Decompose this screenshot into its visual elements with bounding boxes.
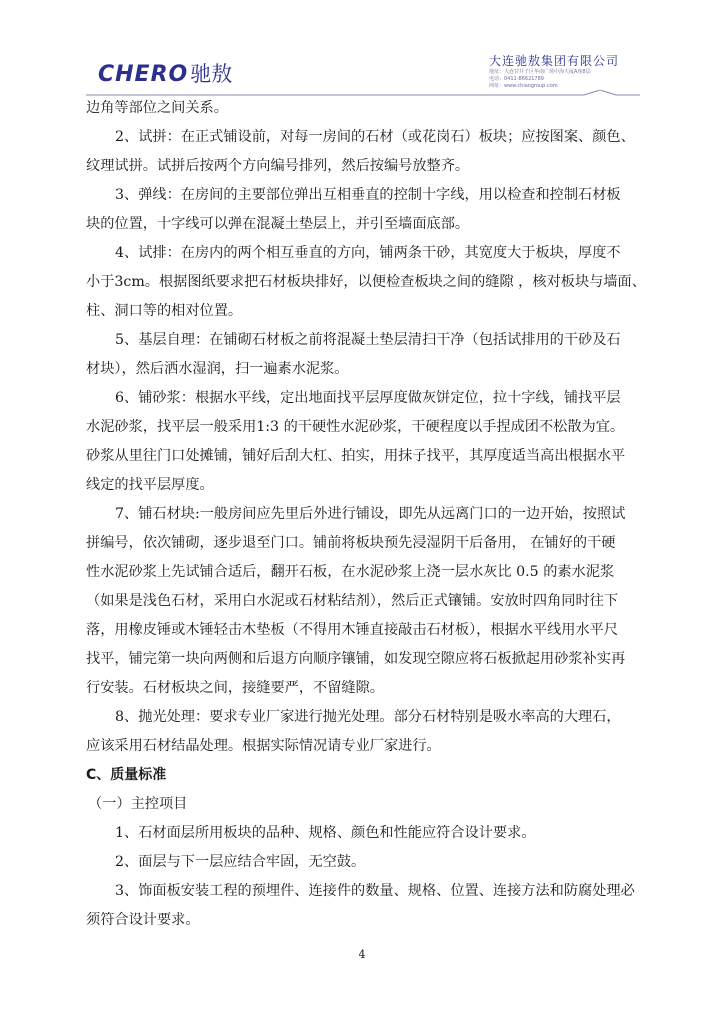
paragraph-line: 7、铺石材块:一般房间应先里后外进行铺设，即先从远离门口的一边开始，按照试 [115,506,626,522]
page-number: 4 [358,948,366,961]
paragraph-line: 性水泥砂浆上先试铺合适后，翻开石板，在水泥砂浆上浇一层水灰比 0.5 的素水泥浆 [86,564,615,580]
paragraph-line: 水泥砂浆，找平层一般采用1:3 的干硬性水泥砂浆，干硬程度以手捏成团不松散为宜。 [86,419,625,435]
paragraph-line: 5、基层自理：在铺砌石材板之前将混凝土垫层清扫干净（包括试排用的干砂及石 [115,332,621,348]
company-name: 大连驰敖集团有限公司 [489,54,620,68]
paragraph-line: 块的位置，十字线可以弹在混凝土垫层上，并引至墙面底部。 [86,216,470,232]
company-phone: 电话：0411-86621789 [489,76,544,82]
company-logo [98,58,232,88]
logo-chinese: 驰敖 [190,62,233,86]
paragraph-line: 4、试排：在房内的两个相互垂直的方向，铺两条干砂，其宽度大于板块，厚度不 [115,245,621,261]
paragraph-line: 3、弹线：在房间的主要部位弹出互相垂直的控制十字线，用以检查和控制石材板 [115,187,621,203]
paragraph-line: 行安装。石材板块之间，接缝要严，不留缝隙。 [86,680,384,696]
paragraph-line: 2、面层与下一层应结合牢固，无空鼓。 [115,854,366,870]
paragraph-line: 1、石材面层所用板块的品种、规格、颜色和性能应符合设计要求。 [115,825,536,841]
paragraph-line: 材块），然后洒水湿润，扫一遍素水泥浆。 [86,361,349,377]
paragraph-line: 纹理试拼。试拼后按两个方向编号排列，然后按编号放整齐。 [86,158,470,174]
paragraph-line: 拼编号，依次铺砌，逐步退至门口。铺前将板块预先浸湿阴干后备用， 在铺好的干硬 [86,535,616,551]
paragraph-line: （一）主控项目 [88,796,188,812]
company-info [489,52,639,90]
paragraph-line: 边角等部位之间关系。 [86,100,228,116]
paragraph-line: 2、试拼：在正式铺设前，对每一房间的石材（或花岗石）板块；应按图案、颜色、 [115,129,635,145]
paragraph-line: 砂浆从里往门口处摊铺，铺好后刮大杠、拍实，用抹子找平，其厚度适当高出根据水平 [86,448,626,464]
company-web: 网址：www.chiaogroup.com [489,83,558,89]
paragraph-line: 线定的找平层厚度。 [86,477,214,493]
paragraph-line: 落，用橡皮锤或木锤轻击木垫板（不得用木锤直接敲击石材板），根据水平线用水平尺 [86,622,619,638]
logo-english: CHERO [98,62,189,87]
paragraph-line: 柱、洞口等的相对位置。 [86,303,243,319]
document-body [86,94,646,935]
section-heading: C、质量标准 [86,767,167,783]
paragraph-line: 6、铺砂浆：根据水平线，定出地面找平层厚度做灰饼定位，拉十字线，铺找平层 [115,390,621,406]
paragraph-line: 3、饰面板安装工程的预埋件、连接件的数量、规格、位置、连接方法和防腐处理必 [115,883,635,899]
company-address: 地址：大连甘井子区华南广场中海大厦A座8层 [489,69,591,75]
paragraph-line: 应该采用石材结晶处理。根据实际情况请专业厂家进行。 [86,738,441,754]
paragraph-line: 小于3cm。根据图纸要求把石材板块排好，以便检查板块之间的缝隙 ，核对板块与墙面、 [86,274,646,290]
paragraph-line: 找平，铺完第一块向两侧和后退方向顺序镶铺，如发现空隙应将石板掀起用砂浆补实再 [86,651,626,667]
paragraph-line: 须符合设计要求。 [86,912,200,928]
paragraph-line: （如果是浅色石材，采用白水泥或石材粘结剂），然后正式镶铺。安放时四角同时往下 [86,593,619,609]
paragraph-line: 8、抛光处理：要求专业厂家进行抛光处理。部分石材特别是吸水率高的大理石， [115,709,621,725]
page-header [86,46,640,96]
